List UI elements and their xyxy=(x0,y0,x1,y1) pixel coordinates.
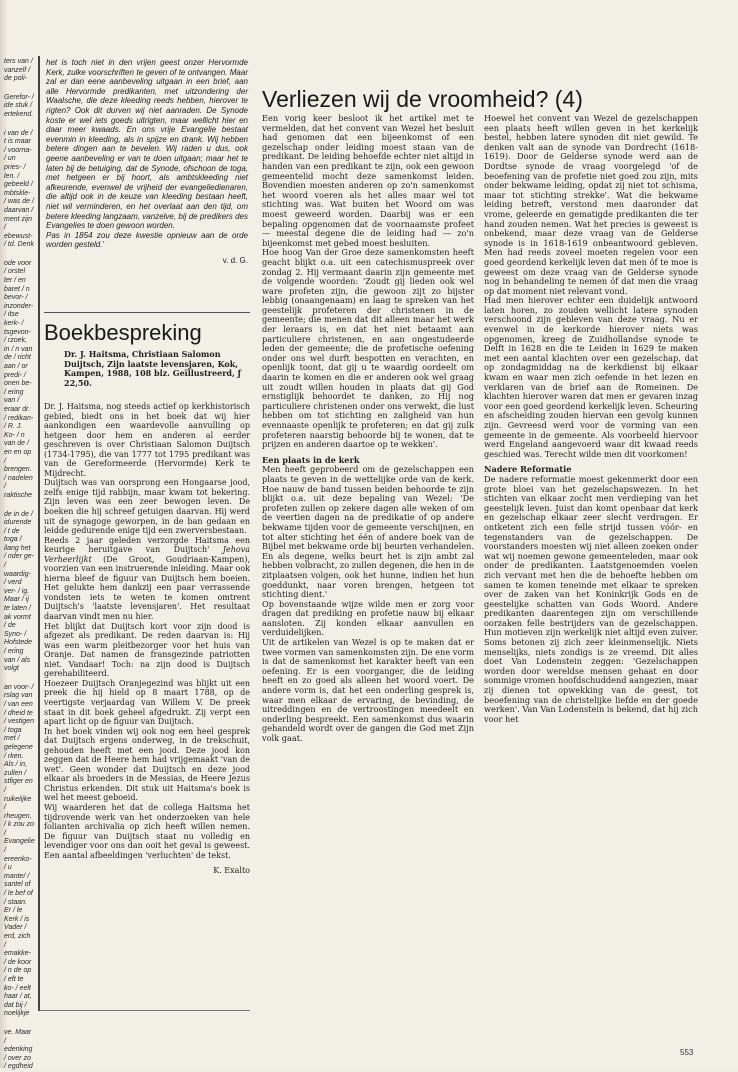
cropped-text-block: Gerefor- / ide stuk / ertekend. xyxy=(4,93,34,118)
book-title-italic: Jehova Verheerlijkt xyxy=(44,545,250,564)
column-divider xyxy=(38,56,40,1011)
review-paragraph xyxy=(44,536,250,622)
bottom-divider xyxy=(40,1010,250,1011)
intro-signature: v. d. G. xyxy=(222,255,248,265)
article-subheading: Nadere Reformatie xyxy=(484,464,572,475)
article-subheading: Een plaats in de kerk xyxy=(262,454,360,465)
article-paragraph: Op bovenstaande wijze wilde men er zorg voor dragen dat prediking en profetie nauw bij elkaar aansloten. Zij konden elkaar aanvullen en verduidelijken. xyxy=(262,598,474,638)
review-paragraph: Hoezeer Duijtsch Oranjegezind was blijkt uit een preek die hij hield op 8 maart 1788, op de veertigste verjaardag van Willem V. De preek staat in dit boek geheel afgedrukt. Zij verpt een apart licht op de figuur van Duijtsch. xyxy=(44,678,250,727)
quoted-intro-text xyxy=(46,58,248,265)
review-text: (De Groot, Goudriaan-Kampen), voorzien van een instruerende inleiding. Maar ook hierna bleef de figuur van Duijtsch hem boeien. Het gelukte hem dankzij een paar verrassende vondsten iets te weten te komen omtrent Duijtsch's 'laatste levensjaren'. Het resultaat daarvan vindt men nu hier. xyxy=(44,554,250,622)
article-paragraph: De nadere reformatie moest gekenmerkt door een grote bloei van het gezelschapswezen. In het stichten van elkaar zocht men verdieping van het geestelijk leven. Juist dan komt openbaar dat kerk en gezelschap elkaar zeer slecht verdragen. Er ontketent zich een felle strijd tussen vóór- en tegenstanders van de gezelschappen. De voorstanders moesten wij niet alleen zoeken onder wat wij noemen gewone gemeenteleden, maar ook onder de predikanten. Laatstgenoemden voelen zich vervant met hen die de behoefte hebben om samen te komen teneinde met elkaar te spreken over de zaken van het Koninkrijk Gods en de geestelijke schatten van Gods Woord. Andere predikanten daarentegen zijn om verschillende oorzaken felle bestrijders van de gezelschappen. Hun motieven zijn werkelijk niet altijd even zuiver. Soms betonen zij zich zeer kleinmenselijk. Niets menselijks, niets zondigs is ze vreemd. Dit alles doet Van Lodenstein zeggen: 'Gezelschappen worden door wereldse mensen gehaat en door sommige vromen hoofdschuddend aangezien, maar zij dienen tot opwekking van de geest, tot beoefening van de christelijke liefde en der goede werken'. Van Van Lodenstein is bekend, dat hij zich voor het xyxy=(484,473,698,724)
article-paragraph: Hoewel het convent van Wezel de gezelschappen een plaats heeft willen geven in het kerkelijk bestel, hebben latere synoden dit niet gewild. Te denken valt aan de synode van Dordrecht (1618-1619). Door de Gelderse synode werd aan de Dordtse synode de vraag voorgelegd 'of de beoefening van de profetie niet goed zou zijn, mits onder bekwame leiding, opdat zij niet tot schisma, maar tot stichting strekke'. Wat die bekwame leiding betreft, verstond men daaronder dat vrome, geleerde en gematigde predikanten die ter hand zouden nemen. Wat het precies is geweest is onbekend, maar deze vraag van de Gelderse synode is in 1618-1619 onbeantwoord gebleven. Men had reeds zoveel moeten regelen voor een goed geordend kerkelijk leven dat men óf te moe is geweest om deze vraag van de Gelderse synode nog in behandeling te nemen óf dat men die vraag op dat moment niet relevant vond. xyxy=(484,113,698,296)
article-column-right xyxy=(484,114,698,724)
cropped-text-block: de in de / idurende / t de toga / ilang het / nder ge- / waardig- / verd ver- / ig. Maar / ij te laten / ak vormt / de Syno- / Hofstede / ering van / als volgt xyxy=(4,510,34,673)
review-paragraph: Wij waarderen het dat de collega Haitsma het tijdrovende werk van het onderzoeken van hele folianten archivalia op zich heeft willen nemen. De figuur van Duijtsch staat nu volledig en levendiger voor ons dan ooit het geval is geweest. Een aantal afbeeldingen 'verluchten' de tekst. xyxy=(44,802,250,860)
review-paragraph: Het blijkt dat Duijtsch kort voor zijn dood is afgezet als predikant. De reden daarvan is: Hij was een warm pleitbezorger voor het huis van Oranje. Dat namen de fransgezinde patriotten niet. Vandaar! Toch: na zijn dood is Duijtsch gerehabiliteerd. xyxy=(44,621,250,679)
cropped-text-block: ters van / vanzelf / de poli- xyxy=(4,58,33,83)
article-paragraph: Een vorig keer besloot ik het artikel met te vermelden, dat het convent van Wezel het besluit had genomen dat een bijeenkomst of een gezelschap onder leiding moest staan van de predikant. De leiding behoefde echter niet altijd in handen van een predikant te zijn, ook een gewoon gemeentelid mocht deze samenkomst leiden. Bovendien moesten anderen op zo'n samenkomst het woord voeren als het alles maar wel tot stichting was. Wat buiten het Woord om was moest geweerd worden. Daarbij was er een bepaling opgenomen dat de voornaamste profeet — meestal degene die de leiding had — zo'n bijeenkomst met gebed moest besluiten. xyxy=(262,113,474,248)
cropped-text-block: ode voor / orstel ter / en baret / n bevor- / inzonder- / itse kerk- / tsgevon- / rzoek, in / n van de / richt aan / or predi- / onen be- / ering van / eraar dr. / redikan- / R. J. Ko- / n van de / en en op / brengen. / nadelen / raktische xyxy=(4,259,34,499)
article-paragraph: Uit de artikelen van Wezel is op te maken dat er twee vormen van samenkomsten zijn. De ene vorm is dat de samenkomst het karakter heeft van een oefening. Er is een voorganger, die de leiding heeft en zo goed als alleen het woord voert. De andere vorm is, dat het een onderling gesprek is, waar men elkaar de ervaring, de bevinding, de uitreddingen en de vertroostingen meedeelt en onderling bespreekt. Een samenkomst dus waarin gehandeld wordt over de gangen die God met Zijn volk gaat. xyxy=(262,637,474,743)
book-review-body xyxy=(44,402,250,876)
article-title: Verliezen wij de vroomheid? (4) xyxy=(262,86,583,112)
article-paragraph: Men heeft geprobeerd om de gezelschappen een plaats te geven in de wettelijke orde van de kerk. Hoe nauw de band tussen beiden behoorde te zijn blijkt o.a. uit deze bepaling van Wezel: 'De profeten zullen op zekere dagen alle weken of om de veertien dagen na de predikatie of op andere bekwame tijden voor de gemeente verschijnen, en tot alter stichting het één of andere boek van de Bijbel met bekwame orde bij beurten verhandelen. En als degene, welks beurt het is zijn ambt zal hebben volbracht, zo zullen degenen, die hen in de zitplaatsen volgen, ook het hunne, indien het hun goeddunkt, naar voren brengen, hetgeen tot stichting dient.' xyxy=(262,464,474,600)
book-citation: Dr. J. Haitsma, Christiaan Salomon Duijtsch, Zijn laatste levensjaren, Kok, Kampen, 1988, 108 blz. Geïllustreerd, ƒ 22,50. xyxy=(64,349,242,388)
review-paragraph: Duijtsch was van oorsprong een Hongaarse jood, zelfs enige tijd rabbijn, maar kwam tot bekering. Zijn leven was een zeer bewogen leven. De boeken die hij schreef getuigen daarvan. Hij werd uit de synagoge geworpen, in de ban gedaan en leidde gedurende enige tijd een zwerversbestaan. xyxy=(44,478,250,536)
section-divider xyxy=(44,312,250,313)
article-column-left xyxy=(262,114,474,744)
review-text: Reeds 2 jaar geleden verzorgde Haitsma een keurige heruitgave van Duijtsch' xyxy=(44,535,250,555)
section-title: Boekbespreking xyxy=(44,320,202,345)
cropped-left-column xyxy=(4,58,35,1071)
intro-paragraph: Pas in 1854 zou deze kwestie opnieuw aan de orde worden gesteld.' xyxy=(46,230,248,250)
article-paragraph: Hoe hoog Van der Groe deze samenkomsten heeft geacht blijkt o.a. uit een catechismuspreek over zondag 2. Hij vermaant daarin zijn gemeente met de volgende woorden: 'Zoudt gij lieden ook wel ware profeten zijn, die gewoon zijt zo bijster lebbig (onaangenaam) en laag te spreken van het geestelijk profeteren der christenen in de gemeente; die menen dat dit alleen maar het werk der leraars is, en dat het niet betaamt aan particuliere christenen, en aan ongestudeerde leden der gemeente; die de profetische oefening onder ons wel durft bespotten en verachten, en openlijk toont, dat gij u te waardig oordeelt om daarin te komen en die er anderen ook wel graag uit zoudt willen houden in plaats dat gij God ernstiglijk behoordet te danken, zo Hij nog particuliere christenen onder ons verwekt, die lust hebben om tot stichting en zaligheid van hun evennaaste openlijk te profeteren; en dat gij zulk profeteren naarstig behoorde bij te wonen, dat te prijzen en anderen daartoe op te wekken'. xyxy=(262,247,474,450)
cropped-text-block: ve. Maar / edenking / over zo / egdheid xyxy=(4,1028,33,1071)
cropped-text-block: an voor- / rslag van / van een / dheid te / vestigen / toga met / gelegene / rken. Als / in, zullen / stfiger en / ruikelijke / rheugen, / k zou zo / Evangelie / ereenko- / u mante/ / santel of / le bef of / staan. Er / le Kerk / is Vader / erd, zich / emakke- / de koor / n de op / eft te ko- / eelt haar / at, dat bij / noelijkje xyxy=(4,683,35,1018)
article-paragraph: Had men hierover echter een duidelijk antwoord laten horen, zo zouden wellicht latere synoden verschoond zijn gebleven van deze vraag. Nu er evenwel in de kerkorde hierover niets was opgenomen, kreeg de Zuidhollandse synode te Delft in 1628 en die te Leiden in 1629 te maken met een aantal klachten over een gezelschap, dat op zondagmiddag na de kerkdienst bij elkaar kwam en waar men zich oefende in het lezen en verklaren van de brief aan de Romeinen. De klachten hierover waren dat men er gevaren inzag voor een goed geordend kerkelijk leven. Scheuring en afscheiding zouden hiervan een gevolg kunnen zijn. Gevreesd werd voor de vorming van een gemeente in de gemeente. Als voorbeeld hiervoor werd Engeland aangevoerd waar dit kwaad reeds geschied was. Terecht wilde men dit voorkomen! xyxy=(484,295,698,459)
review-paragraph: Dr. J. Haitsma, nog steeds actief op kerkhistorisch gebied, biedt ons in het boek dat wij hier aankondigen een waardevolle aanvulling op hetgeen door hem en anderen al eerder geschreven is over Christiaan Salomon Duijtsch (1734-1795), die van 1777 tot 1795 predikant was van de Gereformeerde (Hervormde) Kerk te Mijdrecht. xyxy=(44,402,250,478)
page-number: 553 xyxy=(680,1048,694,1057)
cropped-text-block: i van de / t is maar / voorna- / un pries- / len. / gebeeld / mbtskle- / was de / daarvan / ment zijn / ebewust- / td. Denk xyxy=(4,129,34,249)
review-paragraph: In het boek vinden wij ook nog een heel gesprek dat Duijtsch ergens onderweg, in de trekschuit, gehouden heeft met een jood. Deze jood kon zeggen dat de Heere hem had vrijgemaakt 'van de wet'. Geen wonder dat Duijtsch en deze jood elkaar als broeders in de Messias, de Heere Jezus Christus erkenden. Dit stuk uit Haitsma's boek is wel het meest geboeid. xyxy=(44,726,250,803)
intro-paragraph: het is toch niet in den vrijen geest onzer Hervormde Kerk, zulke voorschriften te geven of te ontvangen. Maar zal er dan eene aanbeveling uitgaan in een brief, aan alle Hervormde predikanten, met uitzondering der Waalsche, die deze kleeding reeds hebben, hierover te rigten? Ook dit durven wij niet aanraden. De Synode koste er wel iets goeds uitrigten, maar wellicht hier en daar meer kwaads. En ons vrije Evangelie bestaat evenmin in kleeding, als in spijze en drank. Wij hebben betere dingen aan te bevelen. Wij raden u dus, ook geene aanbeveling er van te doen uitgaan; maar het te laten bij de betuiging, dat de Synode, ofschoon de toga, met hetgeen er bij hoort, als ambtskleeding niet afkeurende, evenwel de vrijheid der evangeliedienaren, die altijd ook in de keuze van kleeding bestaan heeft, niet wil verminderen, en het overlaat aan den tijd, om betere kleeding langzaam, vanzelve, bij de predikers des Evangelies te doen gewoon worden. xyxy=(46,58,248,231)
review-signature: K. Exalto xyxy=(213,866,250,876)
